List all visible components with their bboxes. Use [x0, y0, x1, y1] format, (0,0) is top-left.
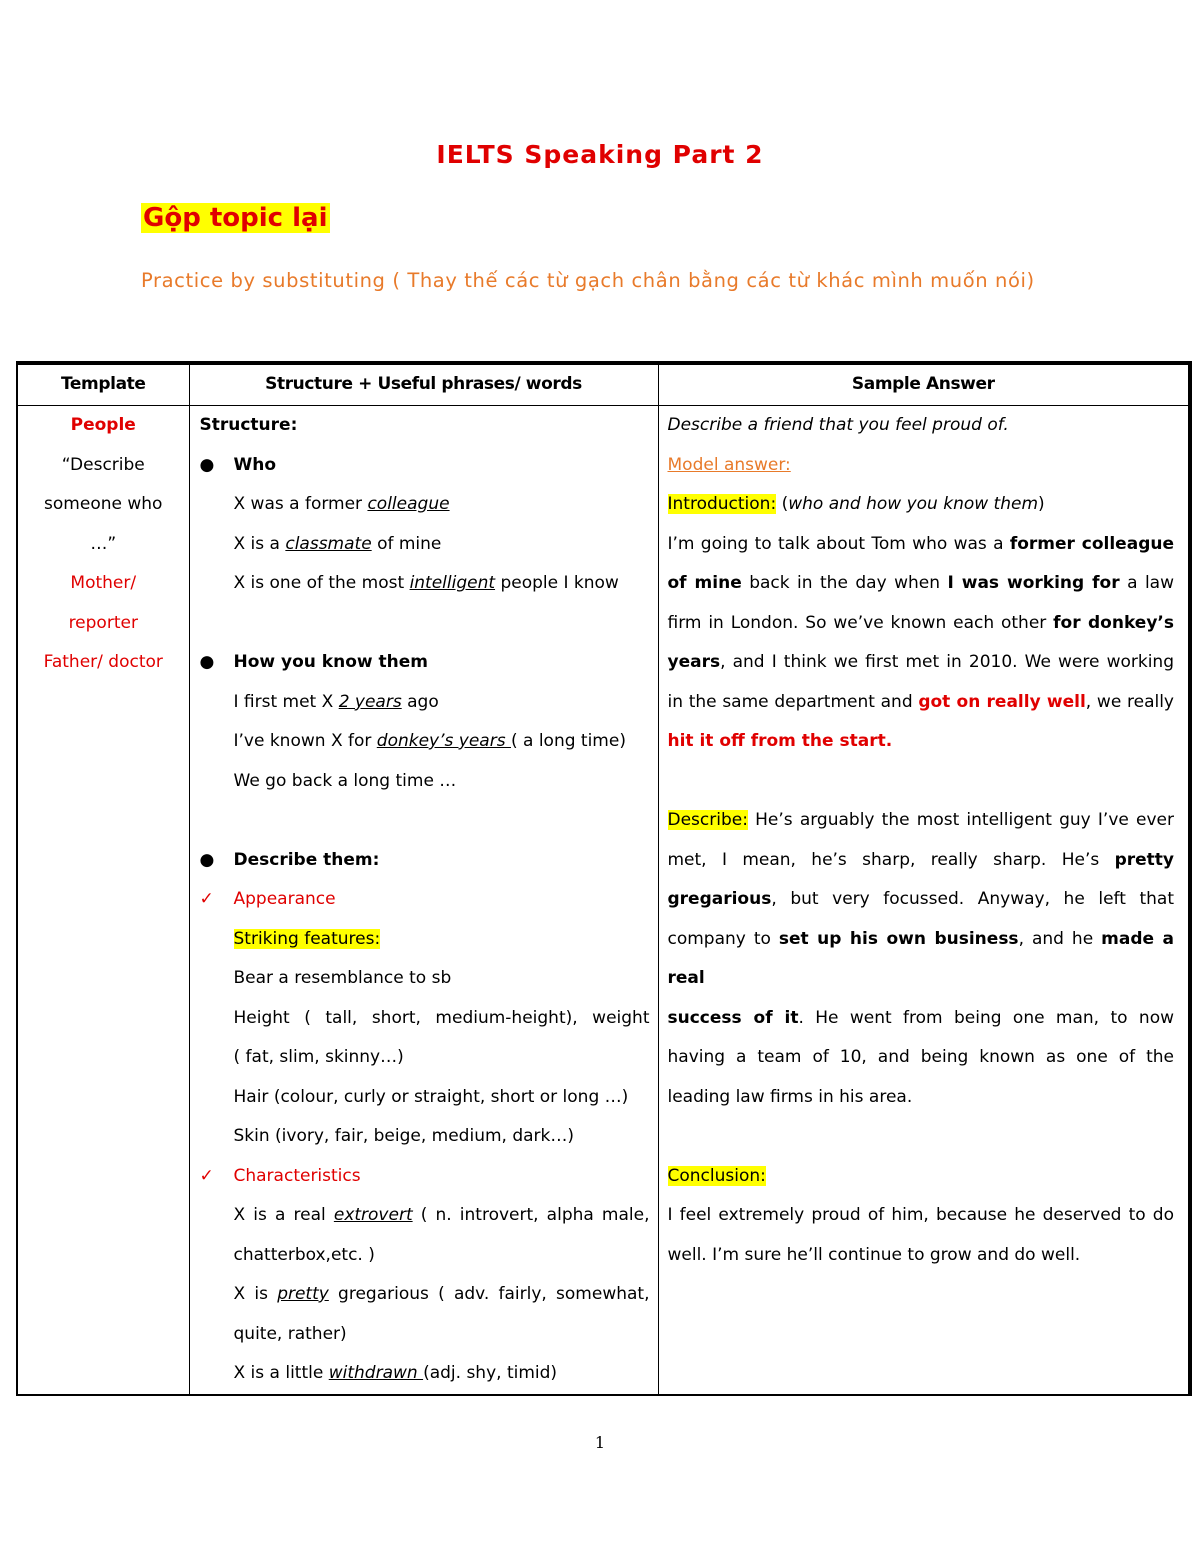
answer-p2-line-3: gregarious, but very focussed. Anyway, he left that — [667, 889, 1174, 909]
template-cell — [17, 406, 189, 1395]
conclusion-line: Conclusion: — [667, 1165, 766, 1186]
introduction-line: Introduction: (who and how you know them) — [667, 494, 1045, 514]
answer-p3-line-1: I feel extremely proud of him, because he deserved to do — [667, 1205, 1174, 1225]
characteristic-line-2: chatterbox,etc. ) — [233, 1244, 375, 1265]
page-number: 1 — [594, 1433, 606, 1452]
template-example-1: Mother/ — [70, 573, 137, 593]
characteristic-line-1: X is a real extrovert ( n. introvert, alpha male, — [233, 1205, 650, 1225]
template-desc-2: someone who — [44, 494, 163, 514]
appearance-item: ✓ Appearance — [198, 880, 650, 920]
who-line-3: X is one of the most intelligent people I know — [233, 573, 619, 593]
answer-p2-line-6: having a team of 10, and being known as one of the — [667, 1047, 1174, 1067]
intro-text: Practice by substituting ( Thay thế các từ gạch chân bằng các từ khác mình muốn nói) — [141, 269, 1035, 292]
template-example-3: Father/ doctor — [43, 652, 163, 672]
template-desc-1: “Describe — [61, 454, 145, 475]
feature-line-2: Height ( tall, short, medium-height), weight — [233, 1007, 650, 1028]
structure-cell — [189, 406, 658, 1395]
characteristic-line-3: X is pretty gregarious ( adv. fairly, somewhat, — [233, 1284, 650, 1304]
template-title: People — [70, 415, 136, 435]
who-line-2: X is a classmate of mine — [233, 533, 442, 554]
answer-p1-line-5: in the same department and got on really well, we really — [667, 691, 1174, 712]
characteristics-item: ✓ Characteristics — [198, 1157, 650, 1197]
feature-line-3: ( fat, slim, skinny…) — [233, 1047, 404, 1067]
feature-line-1: Bear a resemblance to sb — [233, 968, 452, 988]
how-line-1: I first met X 2 years ago — [233, 691, 439, 712]
template-table — [16, 361, 1192, 1396]
sample-answer-cell — [658, 406, 1190, 1395]
how-line-2: I’ve known X for donkey’s years ( a long time) — [233, 731, 626, 751]
answer-question: Describe a friend that you feel proud of. — [667, 415, 1009, 435]
feature-line-4: Hair (colour, curly or straight, short or long …) — [233, 1086, 629, 1107]
answer-p1-line-3: firm in London. So we’ve known each other for donkey’s — [667, 612, 1174, 633]
answer-p2-line-5: success of it. He went from being one man, to now — [667, 1007, 1174, 1028]
table-header-row — [17, 363, 1190, 406]
checkmark-icon: ✓ — [199, 1165, 214, 1186]
characteristic-line-4: quite, rather) — [233, 1323, 347, 1344]
table-row — [17, 406, 1190, 1395]
structure-label: Structure: — [199, 415, 298, 435]
subtitle: Gộp topic lại — [143, 203, 328, 233]
header-structure: Structure + Useful phrases/ words — [189, 363, 658, 406]
template-desc-3: …” — [90, 533, 117, 554]
bullet-icon: ● — [199, 849, 215, 870]
header-template: Template — [17, 363, 189, 406]
answer-p2-line-4: company to set up his own business, and he made a real — [667, 928, 1174, 988]
answer-p1-line-4: years, and I think we first met in 2010. We were working — [667, 652, 1174, 672]
feature-line-5: Skin (ivory, fair, beige, medium, dark…) — [233, 1126, 575, 1146]
answer-p3-line-2: well. I’m sure he’ll continue to grow and do well. — [667, 1244, 1081, 1265]
checkmark-icon: ✓ — [199, 889, 214, 909]
bullet-who: ● Who — [198, 446, 650, 486]
answer-p1-line-2: of mine back in the day when I was working for a law — [667, 573, 1174, 593]
answer-p1-line-1: I’m going to talk about Tom who was a former colleague — [667, 533, 1174, 554]
how-line-3: We go back a long time … — [233, 770, 457, 791]
bullet-describe: ● Describe them: — [198, 841, 650, 881]
model-answer-label: Model answer: — [667, 454, 791, 475]
bullet-icon: ● — [199, 652, 215, 672]
characteristic-line-5: X is a little withdrawn (adj. shy, timid) — [233, 1363, 558, 1383]
page-title: IELTS Speaking Part 2 — [436, 140, 764, 169]
who-line-1: X was a former colleague — [233, 494, 450, 514]
answer-p2-line-7: leading law firms in his area. — [667, 1086, 913, 1107]
striking-features-line: Striking features: — [233, 928, 381, 949]
answer-p2-line-1: Describe: He’s arguably the most intelligent guy I’ve ever — [667, 810, 1174, 830]
answer-p1-line-6: hit it off from the start. — [667, 731, 893, 751]
template-example-2: reporter — [68, 612, 138, 633]
bullet-icon: ● — [199, 454, 215, 475]
header-sample-answer: Sample Answer — [658, 363, 1190, 406]
answer-p2-line-2: met, I mean, he’s sharp, really sharp. He’s pretty — [667, 849, 1174, 870]
bullet-how: ● How you know them — [198, 643, 650, 683]
